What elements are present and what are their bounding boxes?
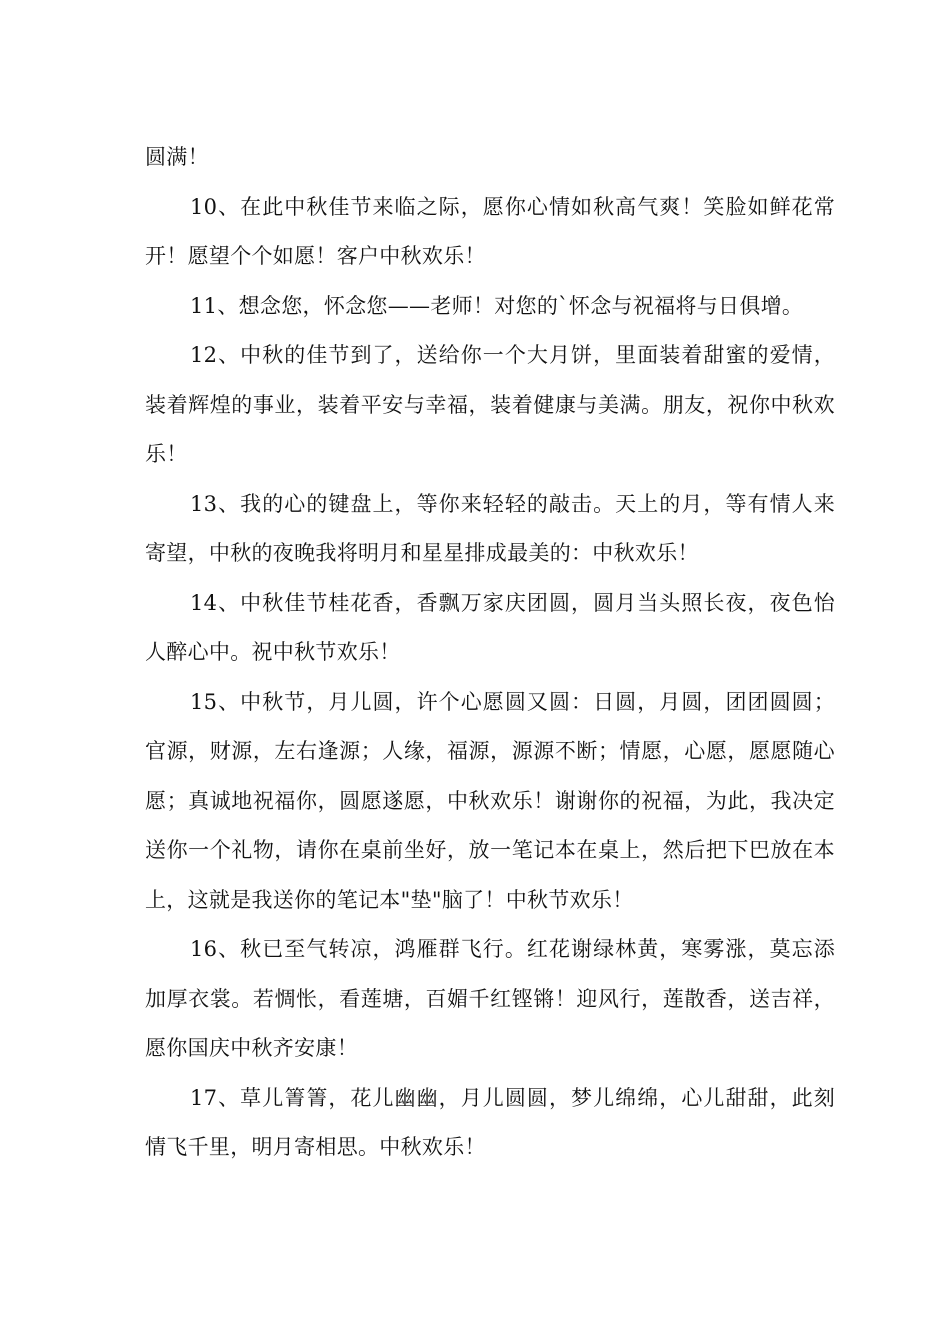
paragraph-continuation: 圆满！ bbox=[145, 145, 209, 169]
document-body bbox=[145, 133, 835, 1173]
paragraph-16: 16、秋已至气转凉，鸿雁群飞行。红花谢绿林黄，寒雾涨，莫忘添加厚衣裳。若惆怅，看莲塘，百媚千红铿锵！迎风行，莲散香，送吉祥，愿你国庆中秋齐安康！ bbox=[145, 937, 835, 1060]
paragraph-14: 14、中秋佳节桂花香，香飘万家庆团圆，圆月当头照长夜，夜色怡人醉心中。祝中秋节欢乐！ bbox=[145, 590, 835, 664]
paragraph-15: 15、中秋节，月儿圆，许个心愿圆又圆：日圆，月圆，团团圆圆；官源，财源，左右逢源；人缘，福源，源源不断；情愿，心愿，愿愿随心愿；真诚地祝福你，圆愿遂愿，中秋欢乐！谢谢你的祝福，为此，我决定送你一个礼物，请你在桌前坐好，放一笔记本在桌上，然后把下巴放在本上，这就是我送你的笔记本"垫"脑了！中秋节欢乐！ bbox=[145, 689, 835, 912]
paragraph-17: 17、草儿箐箐，花儿幽幽，月儿圆圆，梦儿绵绵，心儿甜甜，此刻情飞千里，明月寄相思。中秋欢乐！ bbox=[145, 1085, 835, 1159]
paragraph-10: 10、在此中秋佳节来临之际，愿你心情如秋高气爽！笑脸如鲜花常开！愿望个个如愿！客户中秋欢乐！ bbox=[145, 194, 835, 268]
paragraph-13: 13、我的心的键盘上，等你来轻轻的敲击。天上的月，等有情人来寄望，中秋的夜晚我将明月和星星排成最美的：中秋欢乐！ bbox=[145, 491, 835, 565]
paragraph-12: 12、中秋的佳节到了，送给你一个大月饼，里面装着甜蜜的爱情，装着辉煌的事业，装着平安与幸福，装着健康与美满。朋友，祝你中秋欢乐！ bbox=[145, 343, 835, 466]
paragraph-11: 11、想念您，怀念您——老师！对您的`怀念与祝福将与日俱增。 bbox=[190, 293, 804, 318]
